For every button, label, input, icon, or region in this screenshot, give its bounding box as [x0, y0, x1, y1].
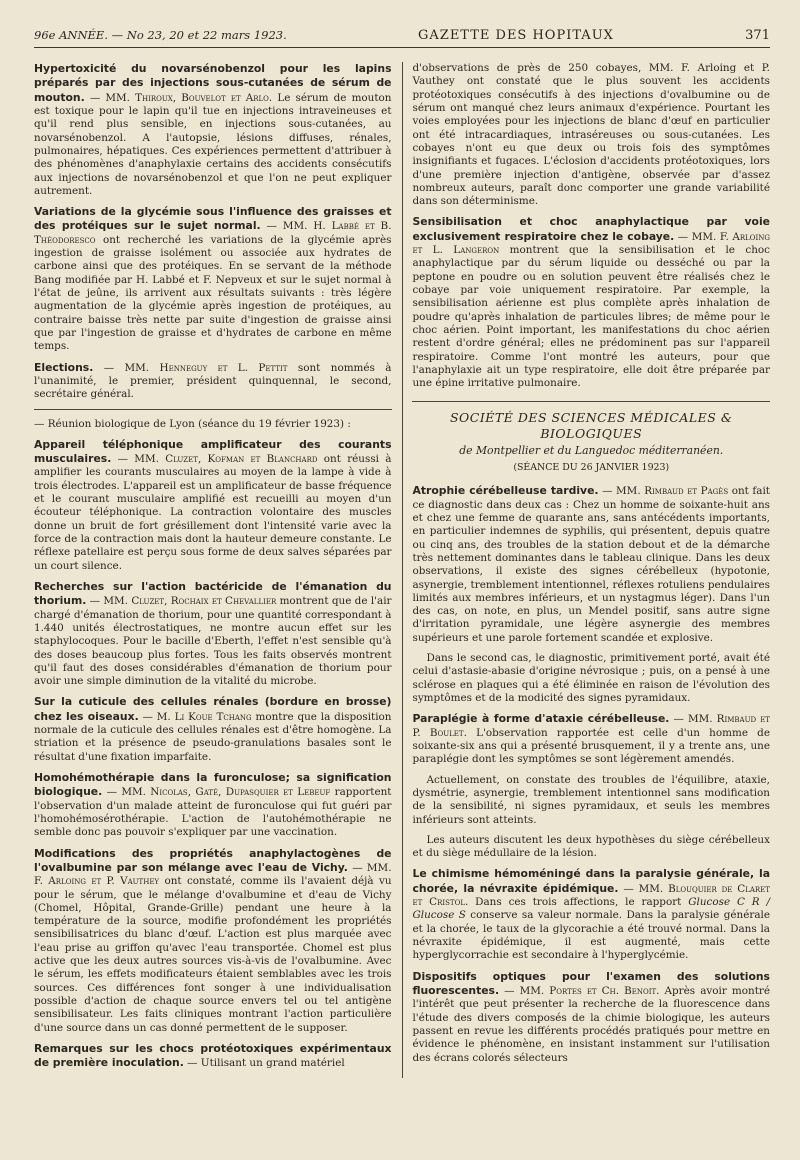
left-column — [34, 62, 392, 1078]
page-header — [34, 28, 770, 48]
article-text: Le sérum de mouton est toxique pour le lapin qu'il tue en injections intraveineuses et qu'il rend plus sensible, en injections sous-cutanées, au novarsénobenzol. A l'autopsie, lésions diffuses, rénales, pulmonaires, hépatiques. Ces expériences permettent d'attribuer à des phénomènes d'anaphylaxie certains des accidents consécutifs aux injections de novarsénobenzol et que l'on ne peut expliquer autrement. — [34, 91, 392, 197]
article-remarques — [34, 1042, 392, 1071]
reunion-heading: — Réunion biologique de Lyon (séance du 19 février 1923) : — [34, 417, 351, 430]
article-lead: Hypertoxicité du novarsénobenzol pour les lapins préparés par des injections sous-cutanées de sérum de mouton. — [34, 62, 392, 104]
article-paraplegie-p3: Les auteurs discutent les deux hypothèses du siège cérébelleux et du siège médullaire de la lésion. — [412, 833, 770, 860]
article-authors: Arloing et L. Langeron — [412, 230, 770, 257]
article-ovalbumine — [34, 847, 392, 1035]
article-lead: Le chimisme hémoméningé dans la paralysie générale, la chorée, la névraxite épidémique. — [412, 867, 770, 895]
article-lead: Modifications des propriétés anaphylactogènes de l'ovalbumine par son mélange avec l'eau de Vichy. — [34, 846, 392, 874]
article-hypertoxicite — [34, 62, 392, 198]
article-lead: Paraplégie à forme d'ataxie cérébelleuse. — [412, 712, 670, 726]
society-subtitle: de Montpellier et du Languedoc méditerranéen. — [459, 443, 724, 457]
article-cuticule — [34, 695, 392, 764]
article-text: Après avoir montré l'intérêt que peut présenter la recherche de la fluorescence dans l'étude des divers composés de la chimie biologique, les auteurs passent en revue les différents procédés pratiqués pour mettre en évidence le phénomène, en insistant instamment sur l'utilisation des écrans colorés sélecteurs — [412, 984, 770, 1064]
article-text: montrent que la sensibilisation et le choc anaphylactique par du sérum liquide ou desséché ou par la peptone en poudre ou en solution peuvent être réalisés chez le cobaye par voie uniquement respiratoire. Par exemple, la sensibilisation aérienne est plus complète après inhalation de poudre qu'après inhalation de particules libres; de même pour le choc aérien. Point important, les manifestations du choc aérien restent d'ordre général; elles ne prédominent pas sur l'appareil respiratoire. Comme l'ont montré les auteurs, pour que l'anaphylaxie ait un type respiratoire, elle doit être préparée par une épine irritative pulmonaire. — [412, 244, 770, 390]
page-number: 371 — [745, 28, 770, 43]
society-heading — [412, 401, 770, 475]
right-column — [412, 62, 770, 1078]
article-authors: Arloing et P. Vauthey — [48, 875, 160, 888]
article-paraplegie-p2: Actuellement, on constate des troubles de l'équilibre, ataxie, dysmétrie, asynergie, tremblement intentionnel sans modification de la sensibilité, ni signes pyramidaux, et seuls les membres inférieurs sont atteints. — [412, 773, 770, 826]
dash: — MM. — [102, 786, 151, 799]
article-glycemie — [34, 205, 392, 353]
article-atrophie-p2: Dans le second cas, le diagnostic, primitivement porté, avait été celui d'astasie-abasie d'origine névrosique ; puis, on a pensé à une sclérose en plaques qui a été éliminée en raison de l'évolution des symptômes et de la modicité des signes pyramidaux. — [412, 652, 770, 705]
article-chimisme — [412, 867, 770, 962]
journal-title: GAZETTE DES HOPITAUX — [418, 28, 614, 43]
dash: — M. — [138, 710, 175, 723]
dash: — MM. — [93, 361, 160, 374]
article-text: — Utilisant un grand matériel — [183, 1057, 345, 1070]
dash: — MM. — [84, 91, 136, 104]
dash: — MM. — [598, 485, 645, 498]
article-text: L'observation rapportée est celle d'un homme de soixante-six ans qui a présenté brusquement, il y a trente ans, une paraplégie dont les symptômes se sont légèrement amendés. — [412, 726, 770, 766]
dash: — MM. — [111, 453, 166, 466]
article-text: ont recherché les variations de la glycémie après ingestion de graisse isolément ou associée aux hydrates de carbone ainsi que des protéiques. En se servant de la méthode Bang modifiée par H. Labbé et F. Nepveux et sur le sujet normal à l'état de jeûne, ils arrivent aux résultats suivants : très légère augmentation de la glycémie après ingestion de protéiques, au contraire baisse très nette par suite d'ingestion de graisse ainsi que par l'ingestion de graisse et d'hydrates de carbone en même temps. — [34, 233, 392, 353]
article-elections — [34, 361, 392, 402]
article-lead: Remarques sur les chocs protéotoxiques expérimentaux de première inoculation. — [34, 1041, 392, 1070]
article-authors: Nicolas, Gaté, Dupasquier et Lebeuf — [150, 786, 331, 799]
article-authors: Rimbaud et Pagès — [644, 485, 729, 498]
article-continuation: d'observations de près de 250 cobayes, MM. F. Arloing et P. Vauthey ont constaté que le plus souvent les accidents protéotoxiques consécutifs à des injections d'ovalbumine ou de sérum ont manqué chez leurs animaux d'expérience. Pourtant les voies employées pour les injections de blanc d'œuf en particulier ont été intracardiaques, intraséreuses ou sous-cutanées. Les cobayes n'ont eu que deux ou trois fois des symptômes insignifiants et fugaces. L'éclosion d'accidents protéotoxiques, lors d'une première injection d'antigène, observée par d'assez nombreux auteurs, paraît donc comporter une grande variabilité dans son déterminisme. — [412, 62, 770, 208]
article-authors: Thiroux, Bouvelot et Arlo. — [135, 91, 273, 104]
article-authors: Blouquier de Claret et Cristol. — [412, 882, 770, 909]
article-sensibilisation — [412, 215, 770, 390]
article-authors: Cluzet, Rochaix et Chevallier — [131, 595, 277, 608]
article-dispositifs — [412, 970, 770, 1065]
article-paraplegie — [412, 712, 770, 766]
issue-line: 96e ANNÉE. — No 23, 20 et 22 mars 1923. — [34, 28, 287, 42]
section-divider — [34, 409, 392, 410]
article-authors: Portes et Ch. Benoit. — [549, 984, 660, 997]
article-text: ont constaté, comme ils l'avaient déjà vu pour le sérum, que le mélange d'ovalbumine et d'eau de Vichy (Chomel, Hôpital, Grande-Grille) pendant une heure à la température de la source, modifie profondément les propriétés sensibilisatrices du blanc d'œuf. L'action est plus marquée avec l'eau prise au griffon qu'avec l'eau transportée. Chomel est plus active que les deux autres sources vis-à-vis de l'ovalbumine. Avec le sérum, les effets modificateurs étaient semblables avec les trois sources. Ces différences font songer à une individualisation possible d'action de chaque source envers tel ou tel antigène sensibilisateur. Les faits cliniques montrant l'action particulière d'une source dans un cas donné permettent de le supposer. — [34, 875, 392, 1034]
article-authors: H. Labbé et B. Théodoresco — [34, 220, 392, 246]
article-atrophie — [412, 484, 770, 645]
article-lead: Sensibilisation et choc anaphylactique par voie exclusivement respiratoire chez le cobaye. — [412, 215, 770, 243]
article-text: Dans ces trois affections, le rapport — [468, 896, 682, 909]
article-lead: Homohémothérapie dans la furonculose; sa signification biologique. — [34, 771, 392, 799]
dash: — MM. — [499, 984, 550, 997]
society-title: SOCIÉTÉ DES SCIENCES MÉDICALES & BIOLOGIQUES — [449, 409, 733, 441]
dash: — MM. F. — [34, 861, 392, 888]
dash: — MM. — [260, 220, 314, 233]
article-lead: Dispositifs optiques pour l'examen des solutions fluorescentes. — [412, 969, 770, 997]
article-lead: Atrophie cérébelleuse tardive. — [412, 484, 599, 498]
article-text: ont réussi à amplifier les courants musculaires au moyen de la lampe à vide à trois électrodes. L'appareil est un amplificateur de basse fréquence et le courant musculaire amplifié est recueilli au moyen d'un écouteur téléphonique. La contraction volontaire des muscles donne un bruit de fort grésillement dont l'intensité varie avec la force de la contraction mais dont la hauteur demeure constante. Le réflexe patellaire est perçu sous forme de deux salves séparées par un court silence. — [34, 453, 392, 572]
article-lead: Appareil téléphonique amplificateur des courants musculaires. — [34, 437, 392, 466]
article-telephonique — [34, 438, 392, 573]
dash: — MM. F. — [674, 230, 733, 243]
article-text: ont fait ce diagnostic dans deux cas : Chez un homme de soixante-huit ans et chez une femme de quarante ans, sans antécédents importants, en particulier indemnes de syphilis, qui présentent, depuis quatre ou cinq ans, des troubles de la station debout et de la démarche très nettement dominantes dans le tableau clinique. Dans les deux observations, il existe des signes cérébelleux (hypotonie, asynergie, tremblement intentionnel, réflexes rotuliens pendulaires limités aux membres inférieurs, et un nystagmus léger). Dans l'un des cas, on note, en plus, un Mendel positif, sans autre signe d'irritation pyramidale, une légère asynergie des membres supérieurs et une parole fortement scandée et explosive. — [412, 485, 770, 644]
article-text: montrent que de l'air chargé d'émanation de thorium, pour une quantité correspondant à 1.440 unités électrostatiques, ne montre aucun effet sur les staphylocoques. Pour le bacille d'Eberth, l'effet n'est sensible qu'à des doses beaucoup plus fortes. Tous les faits observés montrent qu'il faut des doses considérables d'émanation de thorium pour avoir une simple diminution de la vitalité du microbe. — [34, 595, 392, 688]
article-authors: Rimbaud et P. Boulet. — [412, 713, 770, 739]
article-text: sont nommés à l'unanimité, le premier, président quinquennal, le second, secrétaire général. — [34, 361, 392, 401]
article-lead: Variations de la glycémie sous l'influence des graisses et des protéiques sur le sujet normal. — [34, 205, 392, 233]
article-authors: Henneguy et L. Pettit — [159, 361, 288, 374]
article-authors: Li Koue Tchang — [174, 710, 252, 723]
article-text: rapportent l'observation d'un malade atteint de furonculose qui fut guéri par l'homohémosérothérapie. L'action de l'autohémothérapie ne semble donc pas pouvoir s'expliquer par une vaccination. — [34, 786, 392, 839]
dash: — MM. — [618, 882, 669, 895]
article-text: montre que la disposition normale de la cuticule des cellules rénales est d'être homogène. La striation et la présence de pseudo-granulations basales sont le résultat d'une fixation imparfaite. — [34, 710, 392, 763]
article-thorium — [34, 580, 392, 689]
session-date: (SÉANCE DU 26 JANVIER 1923) — [513, 462, 670, 474]
dash: — MM. — [86, 595, 132, 608]
columns — [34, 62, 770, 1078]
column-rule — [402, 62, 403, 1078]
article-homohemotherapie — [34, 771, 392, 840]
article-lead: Elections. — [34, 360, 94, 374]
dash: — MM. — [669, 713, 717, 726]
article-lead: Sur la cuticule des cellules rénales (bordure en brosse) chez les oiseaux. — [34, 695, 392, 723]
article-authors: Cluzet, Kofman et Blanchard — [165, 453, 318, 466]
glucose-ratio-formula: Glucose C R / Glucose S — [412, 896, 770, 922]
article-text: conserve sa valeur normale. Dans la paralysie générale et la chorée, le taux de la glycorachie a été trouvé normal. Dans la névraxite épidémique, il est augmenté, mais cette hyperglycorrachie est secondaire à l'hyperglycémie. — [412, 909, 770, 962]
article-lead: Recherches sur l'action bactéricide de l'émanation du thorium. — [34, 579, 392, 608]
